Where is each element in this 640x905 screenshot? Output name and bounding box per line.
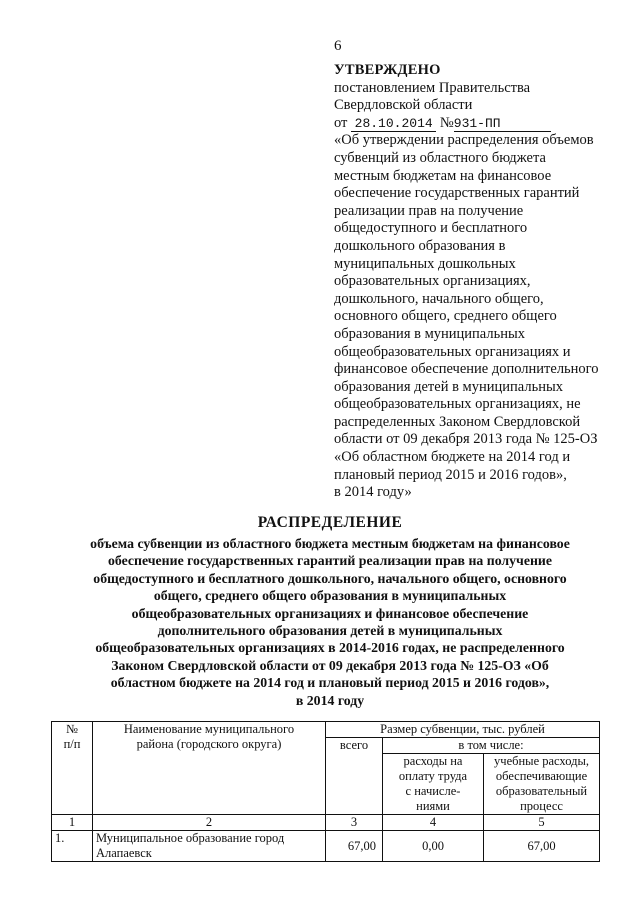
row-number: 1. [52,831,93,862]
decree-title [334,132,624,501]
header-subvention-size: Размер субвенции, тыс. рублей [326,722,600,738]
decree-date: 28.10.2014 [354,115,433,131]
header-educational-costs: учебные расходы, обеспечивающие образовательный процесс [484,754,600,815]
decree-title-line: дошкольного образования в [334,237,506,254]
document-subheading [60,535,600,709]
distribution-title-block [60,514,600,709]
column-number: 5 [484,815,600,831]
approval-stamp: УТВЕРЖДЕНО [334,62,441,78]
decree-number-sign: № [439,114,454,131]
decree-title-line: общедоступного и бесплатного [334,220,528,237]
decree-title-line: образования детей в муниципальных [334,378,563,395]
page-number: 6 [334,38,342,54]
subheading-line: в 2014 году [295,692,365,708]
header-including: в том числе: [383,738,600,754]
header-labor-costs: расходы на оплату труда с начисле- ниями [383,754,484,815]
column-number: 3 [326,815,383,831]
row-labor: 0,00 [383,831,484,862]
subheading-line: общеобразовательных организациях в 2014-2016 годах, не распределенного [95,640,565,656]
decree-title-line: муниципальных дошкольных [334,255,516,272]
row-total: 67,00 [326,831,383,862]
decree-title-line: реализации прав на получение [334,202,524,219]
approval-line: Свердловской области [334,97,473,114]
decree-number-field [454,115,551,132]
decree-title-line: дошкольного, начального общего, [334,290,544,307]
decree-title-line: общеобразовательных организациях, не [334,396,581,413]
table-header-row [52,722,600,738]
decree-line [334,115,624,133]
decree-title-line: плановый период 2015 и 2016 годов», [334,466,567,483]
row-municipality: Муниципальное образование город Алапаевск [93,831,326,862]
subvention-table [51,721,600,862]
decree-title-line: «Об утверждении распределения объемов [334,132,594,149]
header-total: всего [326,738,383,815]
decree-title-line: местным бюджетам на финансовое [334,167,552,184]
decree-title-line: субвенций из областного бюджета [334,149,546,166]
column-number-row [52,815,600,831]
subheading-line: объема субвенции из областного бюджета местным бюджетам на финансовое [90,536,570,551]
row-educational: 67,00 [484,831,600,862]
table-row [52,831,600,862]
subheading-line: общедоступного и бесплатного дошкольного, начального общего, основного [93,570,567,586]
decree-title-line: «Об областном бюджете на 2014 год и [334,449,571,466]
subheading-line: обеспечение государственных гарантий реализации прав на получение [108,553,552,569]
column-number: 4 [383,815,484,831]
subheading-line: общеобразовательных организациях и финансовое обеспечение [131,605,529,621]
column-number: 1 [52,815,93,831]
document-heading: РАСПРЕДЕЛЕНИЕ [257,514,403,531]
decree-title-line: общеобразовательных организациях и [334,343,571,360]
decree-title-line: образовательных организациях, [334,273,531,290]
decree-title-line: в 2014 году» [334,484,412,501]
decree-number: 931-ПП [453,115,501,131]
decree-date-field [351,115,436,132]
decree-title-line: финансовое обеспечение дополнительного [334,361,599,378]
decree-title-line: области от 09 декабря 2013 года № 125-ОЗ [334,431,598,448]
subheading-line: общего, среднего общего образования в муниципальных [153,588,507,604]
decree-prefix: от [334,114,348,131]
subheading-line: Законом Свердловской области от 09 декабря 2013 года № 125-ОЗ «Об [111,657,549,673]
decree-title-line: распределенных Законом Свердловской [334,413,581,430]
header-municipality: Наименование муниципального района (городского округа) [93,722,326,815]
approval-block [334,62,624,502]
decree-title-line: образования в муниципальных [334,325,525,342]
decree-title-line: основного общего, среднего общего [334,308,557,325]
subheading-line: дополнительного образования детей в муниципальных [157,623,503,639]
column-number: 2 [93,815,326,831]
approval-line: постановлением Правительства [334,79,531,96]
subheading-line: областном бюджете на 2014 год и плановый период 2015 и 2016 годов», [110,675,550,691]
header-number: № п/п [52,722,93,815]
decree-title-line: обеспечение государственных гарантий [334,185,580,202]
